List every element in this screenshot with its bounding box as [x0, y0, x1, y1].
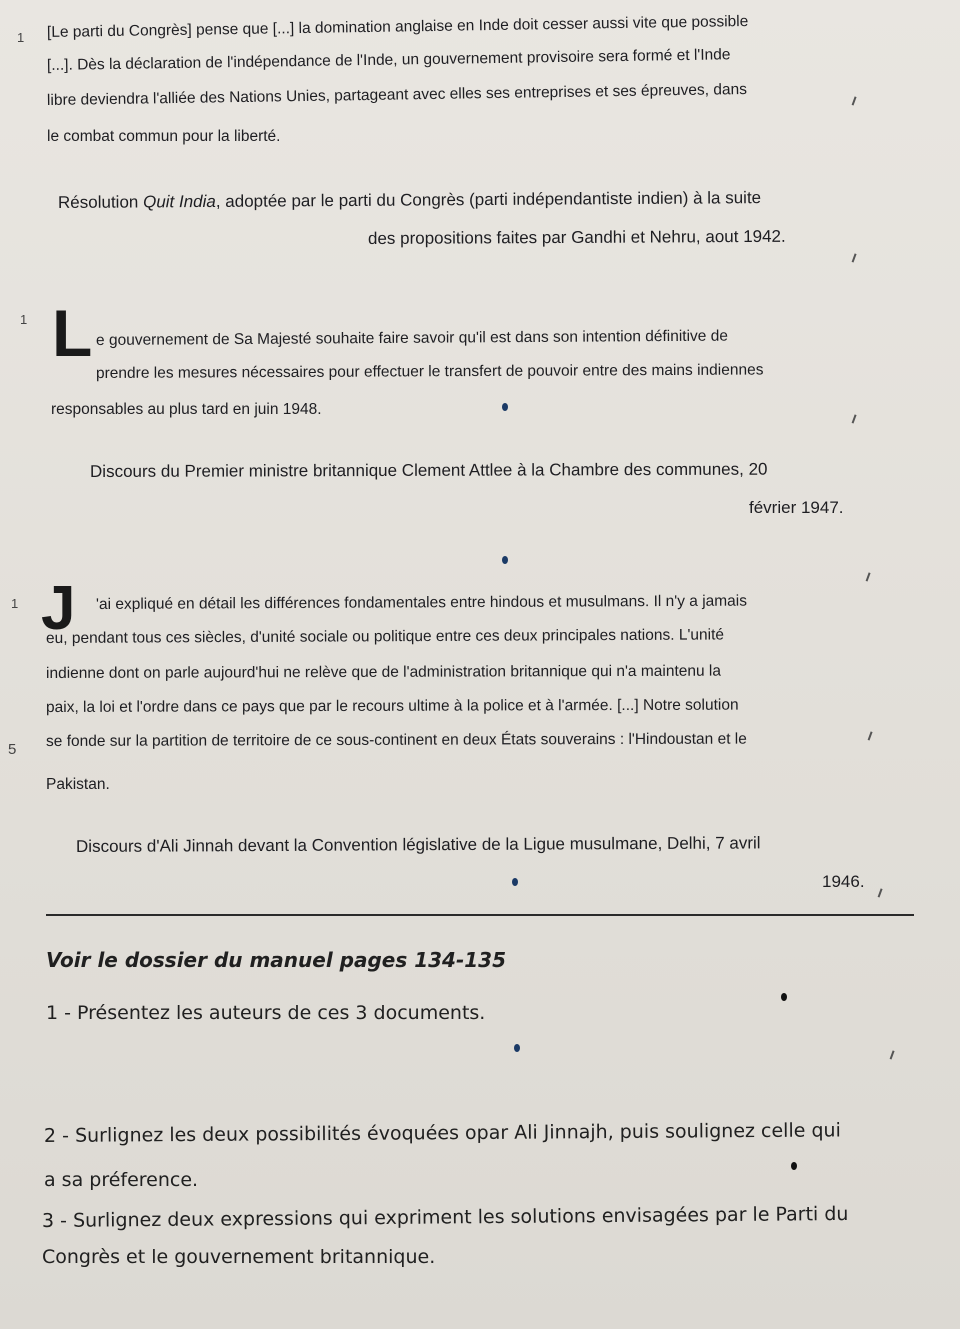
line-number: 1 [17, 30, 25, 45]
doc2-source: Discours du Premier ministre britannique Clement Attlee à la Chambre des communes, 20 [89, 459, 768, 481]
pen-mark [868, 731, 876, 741]
ink-dot [502, 556, 508, 564]
ink-dot [791, 1162, 797, 1170]
doc2-source-date: février 1947. [749, 498, 844, 517]
doc1-source-suffix: , adoptée par le parti du Congrès (parti indépendantiste indien) à la suite [215, 188, 762, 211]
pen-mark [878, 888, 886, 898]
separator-rule [46, 914, 914, 916]
question-3-line-1: 3 - Surlignez deux expressions qui expriment les solutions envisagées par le Parti du [41, 1202, 849, 1232]
doc1-text-line: le combat commun pour la liberté. [47, 128, 281, 145]
ink-dot [502, 403, 508, 411]
instructions-heading: Voir le dossier du manuel pages 134-135 [46, 948, 507, 972]
doc1-text-line: [...]. Dès la déclaration de l'indépendance de l'Inde, un gouvernement provisoire sera formé et l'Inde [46, 46, 731, 74]
question-2-line-2: a sa préference. [44, 1169, 199, 1191]
pen-mark [852, 96, 860, 106]
doc3-text-line: Pakistan. [46, 776, 110, 793]
ink-dot [781, 993, 787, 1001]
line-number: 1 [11, 596, 19, 611]
doc1-text-line: libre deviendra l'alliée des Nations Unies, partageant avec elles ses entreprises et ses épreuves, dans [46, 81, 748, 109]
doc1-source-prefix: Résolution [57, 192, 144, 212]
doc3-text-line: 'ai expliqué en détail les différences fondamentales entre hindous et musulmans. Il n'y a jamais [95, 592, 748, 613]
ink-dot [514, 1044, 520, 1052]
line-number: 5 [8, 741, 17, 758]
drop-cap: J [41, 574, 76, 643]
doc1-source-date: des propositions faites par Gandhi et Nehru, aout 1942. [367, 226, 786, 248]
doc1-text-line: [Le parti du Congrès] pense que [...] la domination anglaise en Inde doit cesser aussi vite que possible [46, 12, 749, 41]
pen-mark [866, 572, 874, 582]
ink-dot [512, 878, 518, 886]
pen-mark [852, 253, 860, 263]
doc1-source [58, 188, 761, 213]
doc2-text-line: prendre les mesures nécessaires pour effectuer le transfert de pouvoir entre des mains indiennes [95, 361, 764, 382]
question-2-line-1: 2 - Surlignez les deux possibilités évoquées opar Ali Jinnajh, puis soulignez celle qui [43, 1119, 841, 1147]
question-1: 1 - Présentez les auteurs de ces 3 documents. [46, 1002, 486, 1024]
doc3-source: Discours d'Ali Jinnah devant la Convention législative de la Ligue musulmane, Delhi, 7 avril [75, 833, 761, 856]
doc3-source-date: 1946. [822, 872, 865, 891]
doc1-source-title: Quit India [142, 191, 216, 212]
question-3-line-2: Congrès et le gouvernement britannique. [42, 1246, 436, 1268]
doc3-text-line: paix, la loi et l'ordre dans ce pays que par le recours ultime à la police et à l'armée. [...] Notre solution [45, 696, 739, 716]
doc3-text-line: eu, pendant tous ces siècles, d'unité sociale ou politique entre ces deux principales nations. L'unité [45, 626, 725, 647]
drop-cap: L [52, 296, 93, 370]
doc3-text-line: se fonde sur la partition de territoire de ce sous-continent en deux États souverains : l'Hindoustan et le [45, 730, 747, 750]
line-number: 1 [20, 312, 28, 327]
doc3-text-line: indienne dont on parle aujourd'hui ne relève que de l'administration britannique qui n'a maintenu la [45, 662, 722, 682]
doc2-text-line: e gouvernement de Sa Majesté souhaite faire savoir qu'il est dans son intention définitive de [95, 327, 729, 349]
doc2-text-line: responsables au plus tard en juin 1948. [51, 401, 322, 418]
pen-mark [852, 414, 860, 424]
pen-mark [890, 1050, 898, 1060]
